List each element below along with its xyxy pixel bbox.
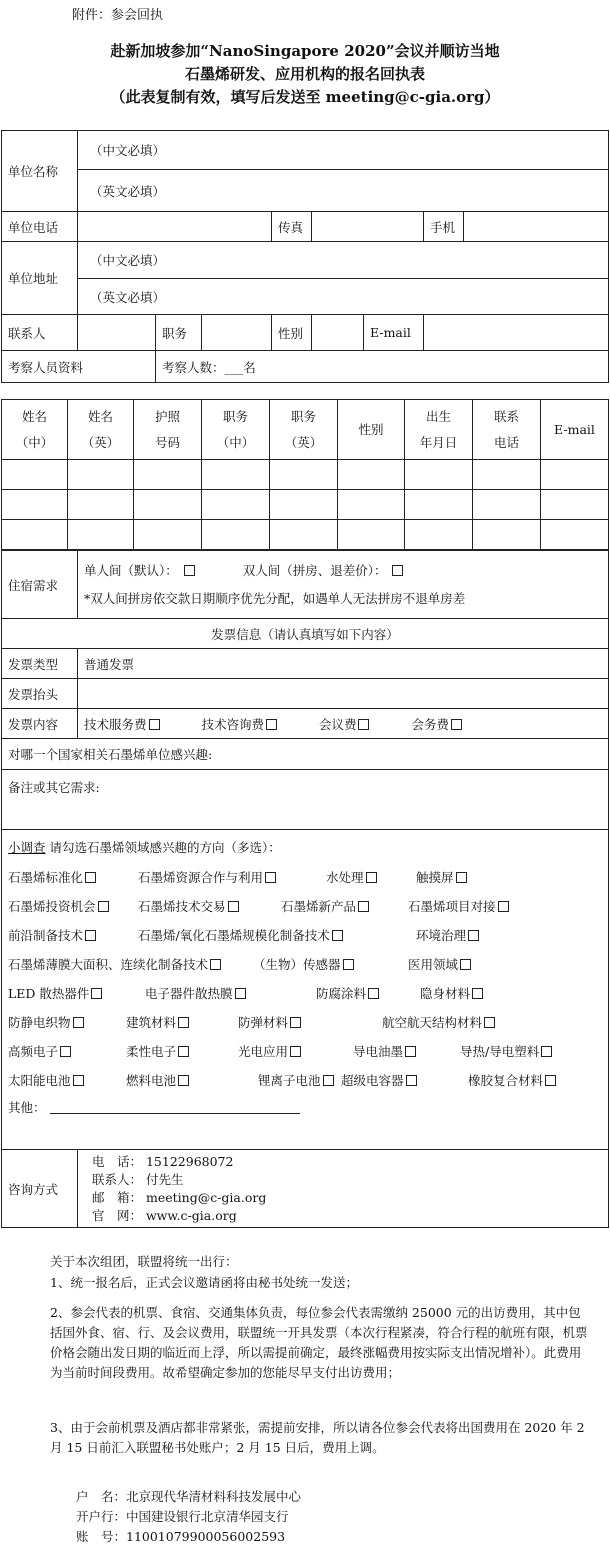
survey-option[interactable] bbox=[420, 984, 483, 1002]
inspector-cell[interactable] bbox=[68, 520, 134, 550]
email-field[interactable] bbox=[424, 315, 609, 351]
bank-name: 开户行：中国建设银行北京清华园支行 bbox=[76, 1509, 289, 1524]
double-room-label: 双人间（拼房、退差价）： bbox=[242, 562, 387, 578]
fax-label: 传真 bbox=[272, 212, 312, 242]
inspector-column-title: 职务 bbox=[290, 408, 316, 424]
survey-option[interactable] bbox=[8, 897, 109, 915]
inspector-column-header bbox=[270, 400, 338, 460]
inspector-column-subtitle: 年月日 bbox=[419, 434, 458, 450]
inspector-cell[interactable] bbox=[541, 520, 609, 550]
survey-option[interactable] bbox=[408, 955, 471, 973]
inspector-cell[interactable] bbox=[541, 460, 609, 490]
survey-option-checkbox[interactable] bbox=[178, 1046, 189, 1057]
survey-option[interactable] bbox=[126, 1042, 189, 1060]
survey-option-checkbox[interactable] bbox=[235, 988, 246, 999]
survey-option[interactable] bbox=[326, 868, 377, 886]
single-room-label: 单人间（默认）： bbox=[84, 562, 178, 578]
inspector-cell[interactable] bbox=[2, 490, 68, 520]
survey-option[interactable] bbox=[8, 1042, 71, 1060]
unit-address-en-field[interactable]: （英文必填） bbox=[78, 279, 609, 315]
contact-label: 联系人 bbox=[2, 315, 78, 351]
title-line-1: 赴新加坡参加“NanoSingapore 2020”会议并顺访当地 bbox=[110, 42, 500, 60]
contact-field[interactable] bbox=[78, 315, 156, 351]
survey-option-checkbox[interactable] bbox=[498, 901, 509, 912]
survey-option-label: 石墨烯项目对接 bbox=[408, 899, 496, 914]
survey-option-label: 隐身材料 bbox=[420, 986, 471, 1001]
survey-option-checkbox[interactable] bbox=[343, 959, 354, 970]
invoice-item-tech-consult: 技术咨询费 bbox=[201, 716, 264, 732]
invoice-tech-consult-checkbox[interactable] bbox=[266, 719, 277, 730]
survey-option-label: 石墨烯薄膜大面积、连续化制备技术 bbox=[8, 957, 209, 972]
survey-option[interactable] bbox=[460, 1042, 552, 1060]
inspector-cell[interactable] bbox=[202, 490, 270, 520]
invoice-title-label: 发票抬头 bbox=[2, 679, 78, 709]
survey-option[interactable] bbox=[8, 955, 221, 973]
survey-option-checkbox[interactable] bbox=[85, 930, 96, 941]
inspector-column-header bbox=[68, 400, 134, 460]
mobile-label: 手机 bbox=[424, 212, 464, 242]
survey-row bbox=[8, 920, 602, 949]
survey-option-label: 医用领域 bbox=[408, 957, 459, 972]
survey-option-checkbox[interactable] bbox=[178, 1075, 189, 1086]
invoice-type-label: 发票类型 bbox=[2, 649, 78, 679]
consult-contact: 联系人： 付先生 bbox=[92, 1171, 184, 1187]
survey-option-label: 防静电织物 bbox=[8, 1015, 71, 1030]
survey-option-label: 超级电容器 bbox=[341, 1073, 404, 1088]
survey-option-checkbox[interactable] bbox=[98, 901, 109, 912]
survey-row bbox=[8, 1036, 602, 1065]
inspector-cell[interactable] bbox=[202, 520, 270, 550]
survey-option-label: 航空航天结构材料 bbox=[382, 1015, 483, 1030]
invoice-title-field[interactable] bbox=[78, 679, 609, 709]
invoice-type-value[interactable]: 普通发票 bbox=[78, 649, 609, 679]
survey-option[interactable] bbox=[238, 1013, 301, 1031]
inspector-column-subtitle: （中） bbox=[216, 434, 255, 450]
inspector-cell[interactable] bbox=[270, 490, 338, 520]
inspector-column-header bbox=[473, 400, 541, 460]
inspector-column-subtitle: 号码 bbox=[154, 434, 180, 450]
survey-option-checkbox[interactable] bbox=[73, 1075, 84, 1086]
survey-option-checkbox[interactable] bbox=[484, 1017, 495, 1028]
account-number: 账 号：11001079900056002593 bbox=[76, 1529, 286, 1544]
consult-label: 咨询方式 bbox=[2, 1150, 78, 1228]
inspector-column-subtitle: （英） bbox=[81, 434, 120, 450]
survey-option[interactable] bbox=[281, 897, 369, 915]
inspector-column-header bbox=[541, 400, 609, 460]
inspector-cell[interactable] bbox=[270, 460, 338, 490]
survey-option-label: LED 散热器件 bbox=[8, 986, 90, 1001]
inspector-column-subtitle: 电话 bbox=[493, 434, 519, 450]
inspector-column-header bbox=[338, 400, 405, 460]
survey-option-checkbox[interactable] bbox=[265, 872, 276, 883]
inspector-cell[interactable] bbox=[473, 520, 541, 550]
unit-name-cn-field[interactable]: （中文必填） bbox=[78, 131, 609, 170]
survey-option[interactable] bbox=[341, 1071, 417, 1089]
unit-phone-label: 单位电话 bbox=[2, 212, 78, 242]
survey-option[interactable] bbox=[8, 1071, 84, 1089]
survey-option[interactable] bbox=[126, 1071, 189, 1089]
inspector-cell[interactable] bbox=[134, 490, 202, 520]
survey-option-label: 石墨烯新产品 bbox=[281, 899, 357, 914]
unit-address-label: 单位地址 bbox=[2, 242, 78, 315]
inspector-column-title: E-mail bbox=[554, 421, 595, 437]
survey-option[interactable] bbox=[353, 1042, 416, 1060]
survey-other-field[interactable] bbox=[50, 1113, 300, 1114]
invoice-tech-service-checkbox[interactable] bbox=[149, 719, 160, 730]
survey-option-label: 导热/导电塑料 bbox=[460, 1044, 540, 1059]
survey-option[interactable] bbox=[126, 1013, 189, 1031]
survey-option-label: 触摸屏 bbox=[416, 870, 454, 885]
survey-title: 小调查 bbox=[8, 840, 46, 855]
title-line-2: 石墨烯研发、应用机构的报名回执表 bbox=[184, 65, 425, 83]
inspector-column-title: 联系 bbox=[493, 408, 519, 424]
consult-website[interactable]: 官 网： www.c-gia.org bbox=[92, 1207, 237, 1223]
lodging-label: 住宿需求 bbox=[2, 551, 78, 619]
survey-option-label: 橡胶复合材料 bbox=[468, 1073, 544, 1088]
inspector-cell[interactable] bbox=[338, 490, 405, 520]
survey-option-checkbox[interactable] bbox=[290, 1017, 301, 1028]
double-room-checkbox[interactable] bbox=[392, 565, 403, 576]
survey-option[interactable] bbox=[145, 984, 246, 1002]
unit-address-cn-field[interactable]: （中文必填） bbox=[78, 242, 609, 279]
inspector-column-title: 护照 bbox=[154, 408, 180, 424]
survey-option[interactable] bbox=[8, 984, 102, 1002]
inspector-column-title: 职务 bbox=[222, 408, 248, 424]
survey-option-label: 柔性电子 bbox=[126, 1044, 177, 1059]
inspector-column-title: 性别 bbox=[358, 421, 384, 437]
survey-row bbox=[8, 1065, 602, 1094]
survey-option[interactable] bbox=[138, 897, 239, 915]
survey-option-checkbox[interactable] bbox=[228, 901, 239, 912]
survey-option-label: 水处理 bbox=[326, 870, 364, 885]
inspector-column-header bbox=[134, 400, 202, 460]
survey-option[interactable] bbox=[258, 1071, 334, 1089]
attachment-label: 附件：参会回执 bbox=[72, 8, 164, 23]
invoice-item-conference: 会议费 bbox=[318, 716, 357, 732]
survey-option-label: 电子器件散热膜 bbox=[145, 986, 233, 1001]
inspector-column-title: 姓名 bbox=[21, 408, 47, 424]
survey-option[interactable] bbox=[253, 955, 354, 973]
survey-options bbox=[8, 862, 602, 1094]
survey-option-checkbox[interactable] bbox=[210, 959, 221, 970]
inspector-column-title: 姓名 bbox=[87, 408, 113, 424]
inspector-cell[interactable] bbox=[473, 490, 541, 520]
survey-option-label: 石墨烯标准化 bbox=[8, 870, 84, 885]
survey-option-label: 导电油墨 bbox=[353, 1044, 404, 1059]
survey-section bbox=[2, 830, 609, 1150]
inspectors-table bbox=[1, 399, 609, 550]
mobile-field[interactable] bbox=[464, 212, 609, 242]
survey-option-checkbox[interactable] bbox=[468, 930, 479, 941]
invoice-affairs-checkbox[interactable] bbox=[451, 719, 462, 730]
notes-item-3: 3、由于会前机票及酒店都非常紧张，需提前安排，所以请各位参会代表将出国费用在 2020 年 2 月 15 日前汇入联盟秘书处账户；2 月 15 日后，费用上调。 bbox=[50, 1420, 585, 1455]
gender-field[interactable] bbox=[312, 315, 364, 351]
inspector-cell[interactable] bbox=[338, 460, 405, 490]
survey-option[interactable] bbox=[238, 1042, 301, 1060]
inspector-column-header bbox=[2, 400, 68, 460]
survey-option-checkbox[interactable] bbox=[406, 1075, 417, 1086]
survey-option-label: 石墨烯技术交易 bbox=[138, 899, 226, 914]
inspector-cell[interactable] bbox=[202, 460, 270, 490]
survey-option-label: （生物）传感器 bbox=[253, 957, 341, 972]
unit-name-en-field[interactable]: （英文必填） bbox=[78, 170, 609, 212]
unit-phone-field[interactable] bbox=[78, 212, 272, 242]
survey-option-checkbox[interactable] bbox=[178, 1017, 189, 1028]
survey-option[interactable] bbox=[416, 926, 479, 944]
inspector-column-header bbox=[202, 400, 270, 460]
survey-option-checkbox[interactable] bbox=[545, 1075, 556, 1086]
survey-option[interactable] bbox=[8, 868, 96, 886]
survey-option-checkbox[interactable] bbox=[460, 959, 471, 970]
inspector-column-subtitle: （英） bbox=[284, 434, 323, 450]
email-label: E-mail bbox=[364, 315, 424, 351]
gender-label: 性别 bbox=[272, 315, 312, 351]
survey-option-checkbox[interactable] bbox=[405, 1046, 416, 1057]
survey-option-checkbox[interactable] bbox=[358, 901, 369, 912]
survey-option-checkbox[interactable] bbox=[368, 988, 379, 999]
survey-option-label: 锂离子电池 bbox=[258, 1073, 321, 1088]
survey-option-checkbox[interactable] bbox=[290, 1046, 301, 1057]
lodging-invoice-table bbox=[1, 550, 609, 1228]
survey-option-label: 光电应用 bbox=[238, 1044, 289, 1059]
survey-option-checkbox[interactable] bbox=[73, 1017, 84, 1028]
survey-option-label: 防弹材料 bbox=[238, 1015, 289, 1030]
inspector-cell[interactable] bbox=[473, 460, 541, 490]
inspector-row bbox=[2, 520, 609, 550]
survey-option-checkbox[interactable] bbox=[456, 872, 467, 883]
inspectors-info-label: 考察人员资料 bbox=[2, 351, 156, 383]
inspector-cell[interactable] bbox=[338, 520, 405, 550]
survey-option[interactable] bbox=[138, 868, 276, 886]
survey-option-label: 燃料电池 bbox=[126, 1073, 177, 1088]
survey-option-checkbox[interactable] bbox=[541, 1046, 552, 1057]
survey-option-label: 前沿制备技术 bbox=[8, 928, 84, 943]
notes-intro: 关于本次组团，联盟将统一出行： bbox=[50, 1254, 238, 1269]
consult-email[interactable]: 邮 箱： meeting@c-gia.org bbox=[92, 1189, 267, 1205]
inspector-column-title: 出生 bbox=[425, 408, 451, 424]
fax-field[interactable] bbox=[312, 212, 424, 242]
survey-option-label: 环境治理 bbox=[416, 928, 467, 943]
inspectors-count-label: 考察人数：___名 bbox=[156, 351, 609, 383]
survey-option-checkbox[interactable] bbox=[60, 1046, 71, 1057]
inspector-column-subtitle: （中） bbox=[15, 434, 54, 450]
survey-option[interactable] bbox=[138, 926, 343, 944]
unit-name-label: 单位名称 bbox=[2, 131, 78, 212]
inspector-column-header bbox=[405, 400, 473, 460]
survey-option[interactable] bbox=[8, 1013, 84, 1031]
survey-row bbox=[8, 862, 602, 891]
survey-option-label: 太阳能电池 bbox=[8, 1073, 71, 1088]
notes-item-1: 1、统一报名后，正式会议邀请函将由秘书处统一发送； bbox=[50, 1275, 358, 1290]
inspector-cell[interactable] bbox=[68, 490, 134, 520]
inspector-cell[interactable] bbox=[2, 520, 68, 550]
inspector-cell[interactable] bbox=[405, 520, 473, 550]
invoice-info-heading: 发票信息（请认真填写如下内容） bbox=[2, 619, 609, 649]
survey-option-label: 建筑材料 bbox=[126, 1015, 177, 1030]
registration-form bbox=[1, 130, 609, 383]
survey-option-label: 石墨烯资源合作与利用 bbox=[138, 870, 264, 885]
position-label: 职务 bbox=[156, 315, 202, 351]
inspector-cell[interactable] bbox=[134, 520, 202, 550]
remarks-field[interactable]: 备注或其它需求: bbox=[2, 770, 609, 830]
interest-question[interactable]: 对哪一个国家相关石墨烯单位感兴趣: bbox=[2, 739, 609, 770]
account-name: 户 名：北京现代华清材料科技发展中心 bbox=[76, 1489, 302, 1504]
survey-option-checkbox[interactable] bbox=[472, 988, 483, 999]
survey-row bbox=[8, 978, 602, 1007]
inspector-cell[interactable] bbox=[134, 460, 202, 490]
consult-phone: 电 话： 15122968072 bbox=[92, 1153, 234, 1169]
inspector-cell[interactable] bbox=[405, 460, 473, 490]
survey-option-label: 石墨烯投资机会 bbox=[8, 899, 96, 914]
survey-option[interactable] bbox=[468, 1071, 556, 1089]
invoice-item-tech-service: 技术服务费 bbox=[84, 716, 147, 732]
survey-option[interactable] bbox=[316, 984, 379, 1002]
survey-prompt: 请勾选石墨烯领域感兴趣的方向（多选）： bbox=[49, 840, 281, 855]
inspector-cell[interactable] bbox=[68, 460, 134, 490]
survey-option[interactable] bbox=[416, 868, 467, 886]
survey-row bbox=[8, 949, 602, 978]
inspector-row bbox=[2, 490, 609, 520]
survey-option[interactable] bbox=[8, 926, 96, 944]
survey-option-label: 防腐涂料 bbox=[316, 986, 367, 1001]
single-room-checkbox[interactable] bbox=[184, 565, 195, 576]
notes-item-2: 2、参会代表的机票、食宿、交通集体负责，每位参会代表需缴纳 25000 元的出访费用，其中包括国外食、宿、行、及会议费用，联盟统一开具发票（本次行程紧凑，符合行程的航班有限，机票价格会随出发日期的临近而上浮，所以需提前确定，最终涨幅费用按实际支出情况增补）。此费用为当前时间段费用。故希望确定参加的您能尽早支付出访费用； bbox=[50, 1305, 588, 1380]
invoice-content-label: 发票内容 bbox=[2, 709, 78, 739]
inspector-cell[interactable] bbox=[270, 520, 338, 550]
inspector-cell[interactable] bbox=[541, 490, 609, 520]
survey-option-checkbox[interactable] bbox=[91, 988, 102, 999]
inspector-cell[interactable] bbox=[405, 490, 473, 520]
survey-row bbox=[8, 1007, 602, 1036]
survey-option-label: 高频电子 bbox=[8, 1044, 59, 1059]
invoice-conference-checkbox[interactable] bbox=[358, 719, 369, 730]
survey-option-label: 石墨烯/氧化石墨烯规模化制备技术 bbox=[138, 928, 330, 943]
survey-row bbox=[8, 891, 602, 920]
inspector-cell[interactable] bbox=[2, 460, 68, 490]
title-line-3: （此表复制有效，填写后发送至 meeting@c-gia.org） bbox=[110, 88, 500, 106]
lodging-note: *双人间拼房依交款日期顺序优先分配，如遇单人无法拼房不退单房差 bbox=[84, 590, 466, 606]
invoice-item-affairs: 会务费 bbox=[411, 716, 449, 732]
survey-option[interactable] bbox=[382, 1013, 495, 1031]
survey-option-checkbox[interactable] bbox=[323, 1075, 334, 1086]
survey-option-checkbox[interactable] bbox=[85, 872, 96, 883]
survey-option-checkbox[interactable] bbox=[366, 872, 377, 883]
position-field[interactable] bbox=[202, 315, 272, 351]
survey-option-checkbox[interactable] bbox=[332, 930, 343, 941]
inspector-row bbox=[2, 460, 609, 490]
survey-other-label: 其他： bbox=[8, 1100, 46, 1115]
survey-option[interactable] bbox=[408, 897, 509, 915]
